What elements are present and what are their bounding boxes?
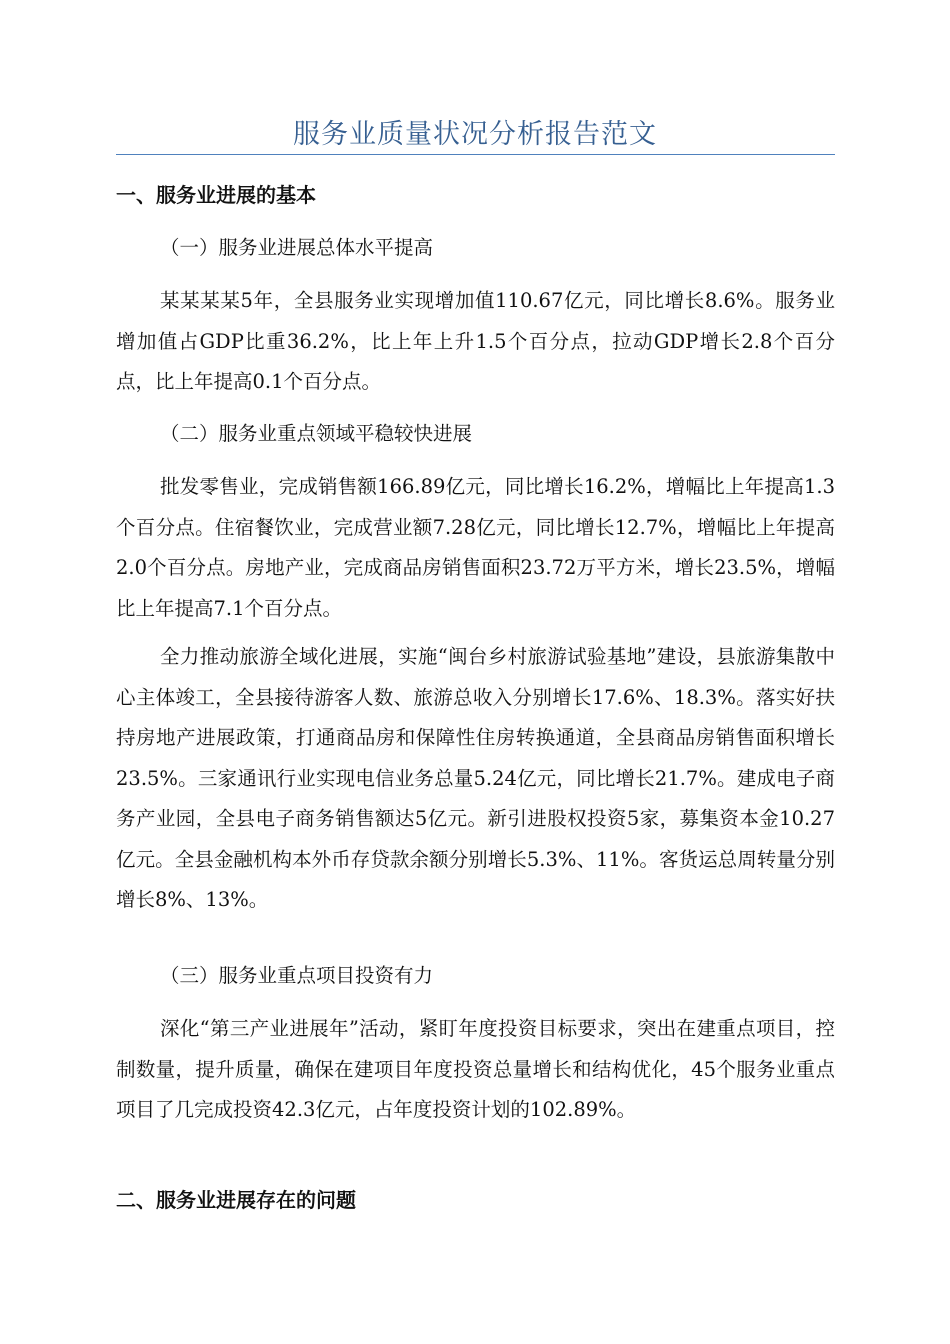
document-title: 服务业质量状况分析报告范文 — [293, 119, 657, 150]
subsection-heading-3: （三）服务业重点项目投资有力 — [160, 964, 434, 987]
section-heading-1: 一、服务业进展的基本 — [116, 183, 316, 207]
paragraph-tourism: 全力推动旅游全域化进展，实施“闽台乡村旅游试验基地”建设，县旅游集散中心主体竣工，全县接待游客人数、旅游总收入分别增长17.6%、18.3%。落实好扶持房地产进展政策，打通商品房和保障性住房转换通道，全县商品房销售面积增长23.5%。三家通讯行业实现电信业务总量5.24亿元，同比增长21.7%。建成电子商务产业园，全县电子商务销售额达5亿元。新引进股权投资5家，募集资本金10.27亿元。全县金融机构本外币存贷款余额分别增长5.3%、11%。客货运总周转量分别增长8%、13%。 — [116, 645, 835, 911]
paragraph-overall-level: 某某某某5年，全县服务业实现增加值110.67亿元，同比增长8.6%。服务业增加值占GDP比重36.2%，比上年上升1.5个百分点，拉动GDP增长2.8个百分点，比上年提高0.1个百分点。 — [116, 289, 835, 393]
paragraph-key-sectors: 批发零售业，完成销售额166.89亿元，同比增长16.2%，增幅比上年提高1.3个百分点。住宿餐饮业，完成营业额7.28亿元，同比增长12.7%，增幅比上年提高2.0个百分点。房地产业，完成商品房销售面积23.72万平方米，增长23.5%，增幅比上年提高7.1个百分点。 — [116, 475, 835, 620]
title-underline — [116, 154, 835, 155]
subsection-heading-1: （一）服务业进展总体水平提高 — [160, 236, 434, 259]
section-heading-2: 二、服务业进展存在的问题 — [116, 1188, 356, 1212]
subsection-heading-2: （二）服务业重点领域平稳较快进展 — [160, 422, 473, 445]
paragraph-key-projects: 深化“第三产业进展年”活动，紧盯年度投资目标要求，突出在建重点项目，控制数量，提升质量，确保在建项目年度投资总量增长和结构优化，45个服务业重点项目了几完成投资42.3亿元，占年度投资计划的102.89%。 — [116, 1017, 835, 1121]
